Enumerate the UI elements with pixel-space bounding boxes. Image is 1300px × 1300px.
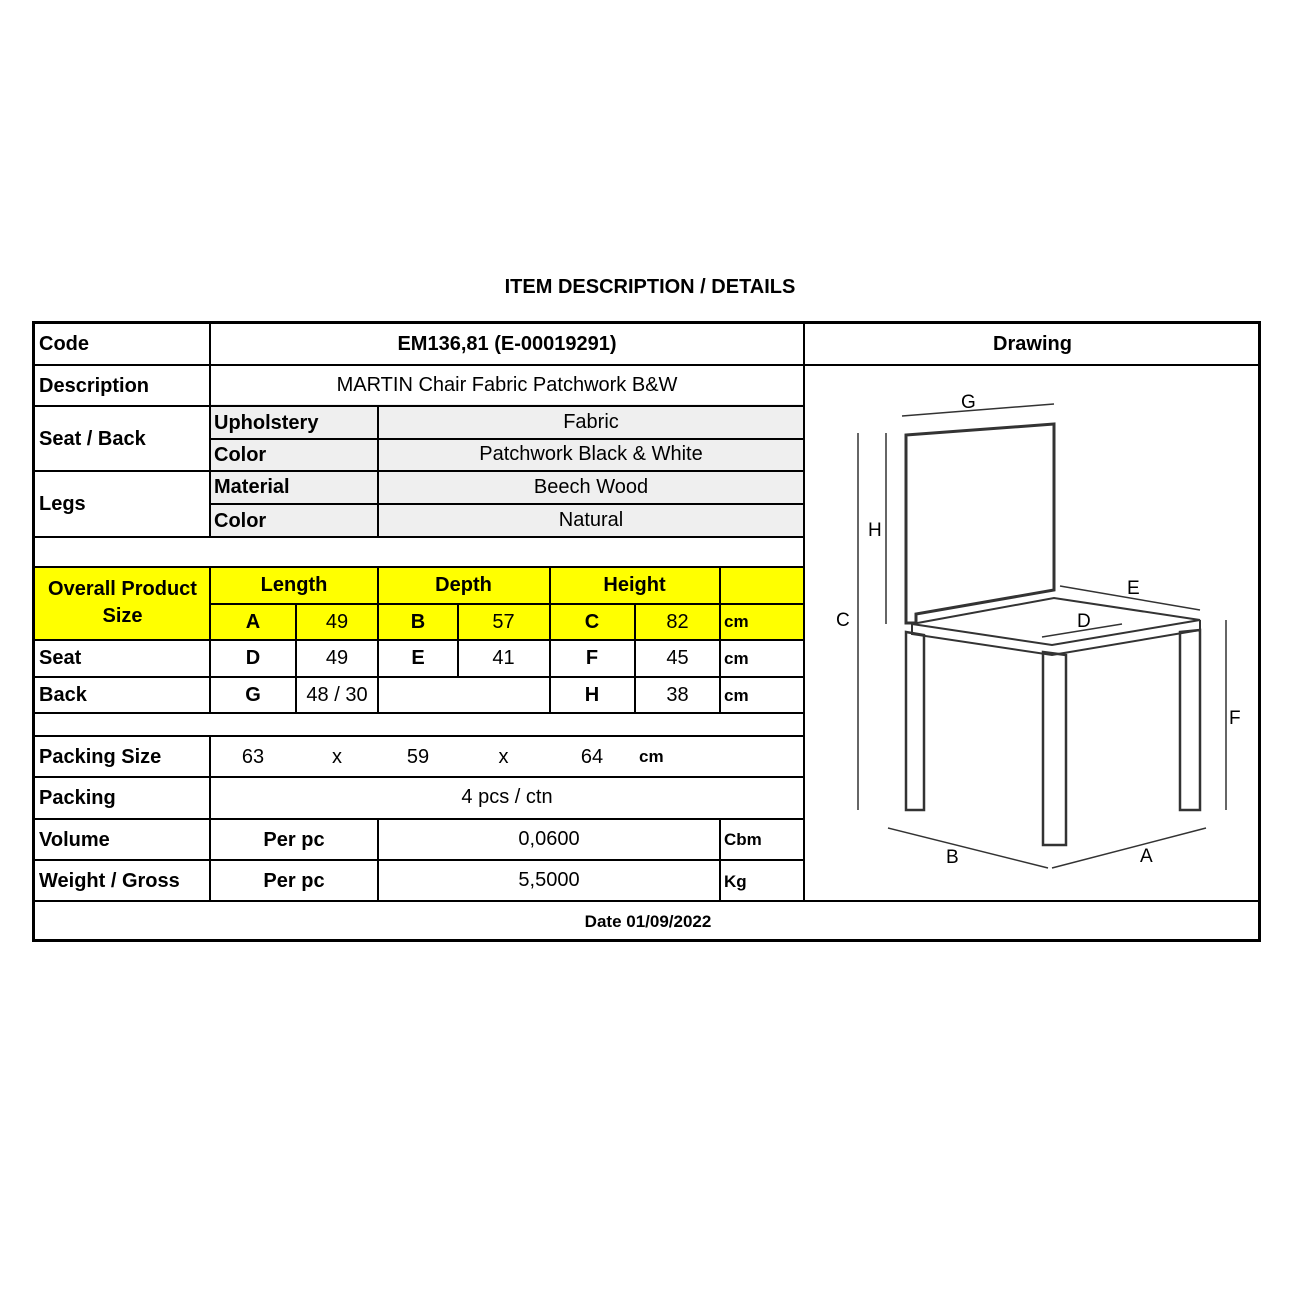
dim-line-g	[902, 404, 1054, 416]
seat-unit: cm	[724, 648, 749, 668]
dim-d-value: 49	[325, 647, 349, 669]
height-header: Height	[603, 573, 666, 596]
chair-leg-back-left	[906, 632, 924, 810]
code-value: EM136,81 (E-00019291)	[397, 333, 617, 355]
depth-header: Depth	[435, 573, 492, 596]
drawing-label-a: A	[1140, 846, 1153, 867]
dim-e-value: 41	[492, 647, 515, 669]
overall-size-line1: Overall Product	[48, 578, 197, 600]
drawing-header: Drawing	[993, 333, 1072, 355]
length-header: Length	[260, 573, 328, 596]
dim-c-value: 82	[666, 610, 689, 633]
packing-x1: x	[332, 745, 342, 768]
dim-b-letter: B	[410, 610, 426, 633]
drawing-label-g: G	[961, 392, 976, 413]
legs-material-label: Material	[214, 476, 290, 498]
dim-a-value: 49	[325, 610, 349, 633]
drawing-label-f: F	[1229, 708, 1241, 729]
weight-unit: Kg	[724, 871, 747, 891]
upholstery-label: Upholstery	[214, 411, 319, 434]
dim-a-letter: A	[245, 610, 261, 633]
dim-e-letter: E	[411, 647, 425, 669]
seat-label: Seat	[39, 647, 82, 669]
date-footer: Date 01/09/2022	[584, 912, 712, 931]
packing-length: 63	[241, 745, 265, 768]
volume-value: 0,0600	[518, 827, 580, 850]
dim-h-value: 38	[666, 684, 689, 706]
packing-height: 64	[580, 745, 604, 768]
dim-h-letter: H	[584, 684, 600, 706]
volume-label: Volume	[39, 828, 110, 851]
chair-seat-edge	[912, 620, 1200, 655]
weight-label: Weight / Gross	[39, 870, 180, 892]
packing-label: Packing	[39, 786, 116, 809]
chair-leg-right	[1180, 630, 1200, 810]
size-unit: cm	[724, 612, 749, 631]
legs-material-value: Beech Wood	[533, 475, 649, 498]
dim-g-value: 48 / 30	[306, 684, 368, 706]
chair-backrest	[906, 424, 1054, 623]
drawing-label-d: D	[1077, 611, 1091, 632]
volume-unit: Cbm	[724, 830, 762, 849]
overall-size-line2: Size	[102, 605, 143, 627]
description-value: MARTIN Chair Fabric Patchwork B&W	[336, 373, 678, 396]
legs-label: Legs	[39, 493, 86, 515]
description-label: Description	[39, 374, 150, 397]
upholstery-value: Fabric	[563, 410, 619, 433]
dim-f-value: 45	[666, 647, 689, 669]
packing-value: 4 pcs / ctn	[461, 785, 553, 808]
packing-size-unit: cm	[639, 747, 664, 766]
dim-line-b	[888, 828, 1048, 868]
dim-b-value: 57	[492, 610, 515, 633]
legs-color-label: Color	[214, 509, 267, 532]
code-label: Code	[39, 333, 89, 355]
weight-per: Per pc	[263, 870, 325, 892]
drawing-label-h: H	[868, 520, 882, 541]
seat-color-value: Patchwork Black & White	[479, 443, 703, 465]
seat-color-label: Color	[214, 443, 267, 466]
seat-back-label: Seat / Back	[39, 427, 146, 450]
drawing-label-e: E	[1127, 578, 1140, 599]
dim-c-letter: C	[584, 610, 600, 633]
dim-f-letter: F	[585, 647, 599, 669]
back-unit: cm	[724, 685, 749, 705]
dim-line-a	[1052, 828, 1206, 868]
packing-size-label: Packing Size	[39, 745, 162, 768]
back-label: Back	[39, 684, 87, 706]
weight-value: 5,5000	[518, 869, 580, 891]
drawing-label-c: C	[836, 610, 850, 631]
chair-leg-front	[1043, 652, 1066, 845]
dim-g-letter: G	[245, 684, 261, 706]
dim-d-letter: D	[245, 647, 261, 669]
drawing-label-b: B	[946, 847, 959, 868]
packing-width: 59	[406, 745, 430, 768]
volume-per: Per pc	[263, 828, 325, 851]
packing-x2: x	[498, 745, 509, 768]
legs-color-value: Natural	[558, 508, 624, 531]
page-title: ITEM DESCRIPTION / DETAILS	[504, 276, 796, 298]
